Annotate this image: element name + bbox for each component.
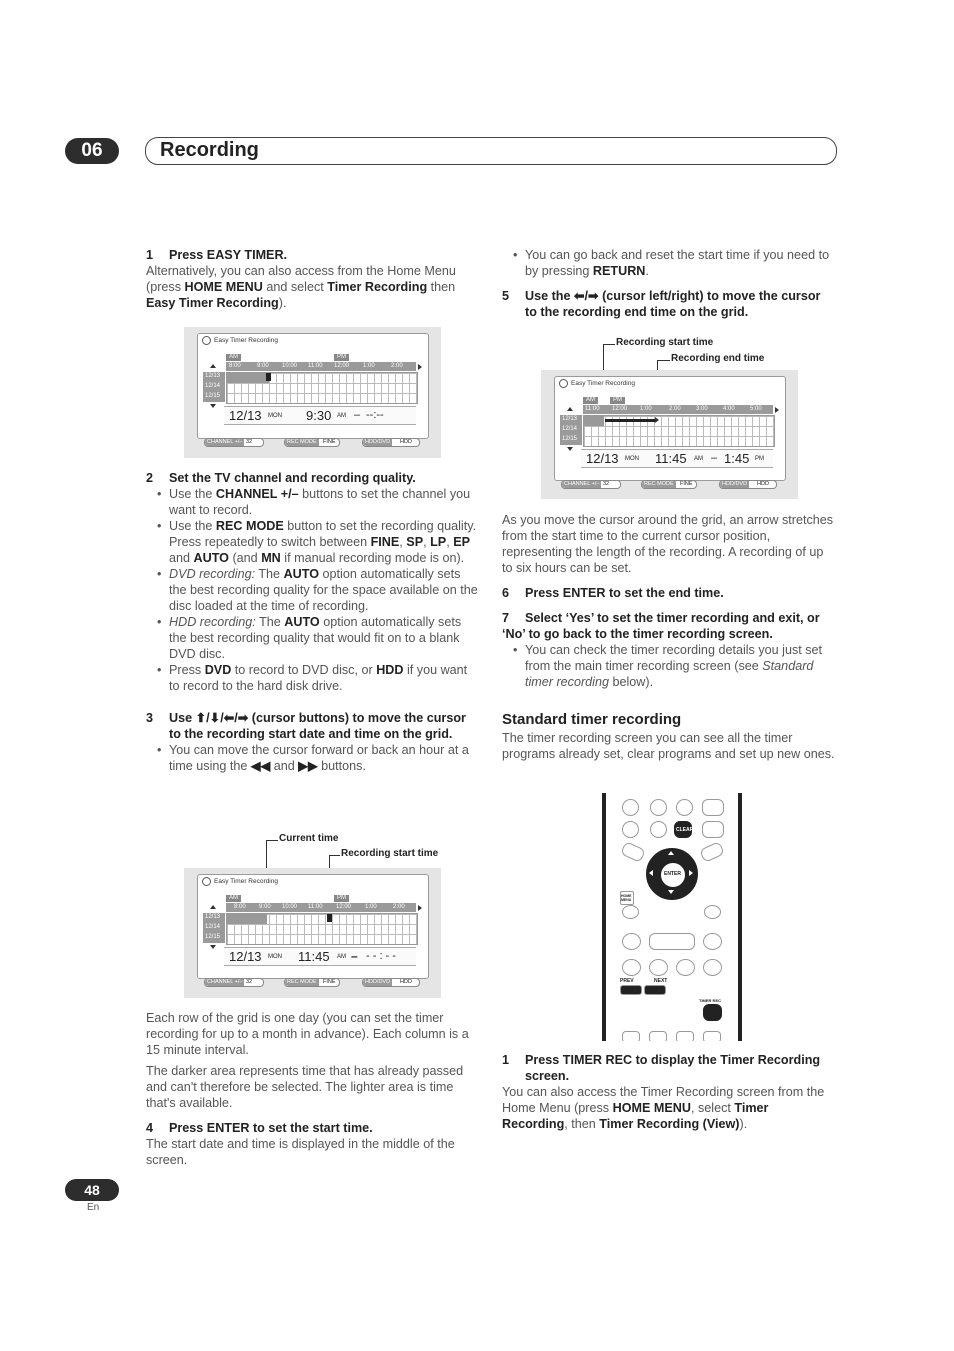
time-header: 8:00 9:00 10:00 11:00 12:00 1:00 2:00 — [226, 362, 416, 371]
remote-button — [703, 933, 722, 950]
section-title: Standard timer recording — [502, 711, 682, 728]
section-body: The timer recording screen you can see all the timer programs already set, clear programs and set up new ones. — [502, 731, 835, 761]
callout-recording-start: Recording start time — [616, 337, 714, 348]
timer-rec-step-1-body: You can also access the Timer Recording screen from the Home Menu (press HOME MENU, select Timer Recording, then Timer Recording (View)). — [502, 1085, 825, 1131]
screen-figure-2 — [184, 868, 441, 998]
cursor-right-icon — [689, 870, 693, 876]
remote-button — [702, 821, 724, 838]
remote-button — [703, 1031, 721, 1041]
recording-length-arrow — [605, 419, 655, 422]
arrow-head-icon — [655, 417, 659, 423]
step-1-heading: 1 Press EASY TIMER. — [146, 248, 288, 262]
clear-button: CLEAR — [674, 821, 692, 838]
step-1-body: Alternatively, you can also access from the Home Menu (press HOME MENU and select Timer Recording then Easy Timer Recording). — [146, 264, 456, 310]
remote-button — [702, 799, 724, 816]
step-6-heading: 6 Press ENTER to set the end time. — [502, 586, 724, 600]
scroll-up-icon — [567, 407, 573, 411]
remote-button — [622, 959, 641, 976]
time-readout: 12/13 MON 9:30 AM – --:-- — [224, 406, 416, 425]
channel-indicator: CHANNEL +/– 32 — [204, 978, 264, 987]
callout-current-time: Current time — [279, 833, 339, 844]
return-bullet: • You can go back and reset the start time if you need to by pressing RETURN. — [502, 247, 835, 279]
remote-button — [622, 905, 639, 919]
remote-button — [649, 959, 668, 976]
cursor-explanation: As you move the cursor around the grid, an arrow stretches from the start time to the current cursor position, representing the length of the recording. A recording of up to six hours can be set. — [502, 513, 834, 575]
right-column-middle — [502, 512, 835, 762]
channel-indicator: CHANNEL +/– 32 — [204, 438, 264, 447]
scroll-right-icon — [775, 407, 779, 413]
past-time-area — [227, 914, 267, 924]
step-2-bullet-4: • HDD recording: The AUTO option automatically sets the best recording quality that would fit on to a blank DVD disc. — [146, 614, 478, 662]
past-time-area — [227, 373, 269, 383]
scroll-down-icon — [210, 945, 216, 949]
scroll-down-icon — [567, 447, 573, 451]
scroll-up-icon — [210, 905, 216, 909]
prev-label: PREV — [620, 978, 634, 984]
remote-button — [622, 1031, 640, 1041]
rec-mode-indicator: REC MODE FINE — [284, 978, 340, 987]
remote-button — [650, 821, 667, 838]
step-2-bullet-3: • DVD recording: The AUTO option automatically sets the best recording quality for the space available on the disc loaded at the time of recording. — [146, 566, 478, 614]
screen-title: Easy Timer Recording — [559, 379, 635, 388]
clock-icon — [559, 379, 568, 388]
time-header: 11:00 12:00 1:00 2:00 3:00 4:00 5:00 — [583, 405, 773, 414]
pm-label: PM — [334, 895, 349, 902]
step-3-bullet-1: • You can move the cursor forward or back an hour at a time using the ◀◀ and ▶▶ buttons. — [146, 742, 478, 774]
grid-cursor — [266, 373, 271, 381]
media-indicator: HDD/DVD HDD — [362, 978, 420, 987]
page-number: 48 — [65, 1179, 119, 1201]
channel-indicator: CHANNEL +/– 32 — [561, 480, 621, 489]
callout-line — [657, 360, 670, 361]
date-column: 12/13 12/14 12/15 — [203, 913, 225, 943]
time-readout: 12/13 MON 11:45 AM – - - : - - — [224, 947, 416, 966]
left-column-middle — [146, 470, 478, 774]
dark-area-explanation: The darker area represents time that has already passed and can't therefore be selected. The lighter area is time that's available. — [146, 1064, 464, 1110]
am-label: AM — [226, 895, 241, 902]
remote-control-illustration — [602, 793, 742, 1041]
remote-button — [622, 933, 641, 950]
remote-button — [704, 905, 721, 919]
left-column-top — [146, 247, 478, 311]
clock-icon — [202, 877, 211, 886]
remote-button — [649, 933, 695, 950]
left-column-bottom — [146, 1010, 478, 1168]
date-column: 12/13 12/14 12/15 — [203, 372, 225, 402]
step-2-bullet-2: • Use the REC MODE button to set the recording quality. Press repeatedly to switch between FINE, SP, LP, EP and AUTO (and MN if manual recording mode is on). — [146, 518, 478, 566]
step-4-body: The start date and time is displayed in the middle of the screen. — [146, 1137, 455, 1167]
grid-explanation: Each row of the grid is one day (you can set the timer recording for up to a month in advance). Each column is a 15 minute interval. — [146, 1011, 469, 1057]
chapter-number: 06 — [65, 138, 119, 164]
cursor-left-icon — [649, 870, 653, 876]
cursor-down-icon — [668, 890, 674, 894]
scroll-right-icon — [418, 364, 422, 370]
time-readout: 12/13 MON 11:45 AM – 1:45 PM — [581, 449, 773, 468]
media-indicator: HDD/DVD HDD — [719, 480, 777, 489]
scroll-up-icon — [210, 364, 216, 368]
timer-rec-step-1-heading: 1 Press TIMER REC to display the Timer Recording screen. — [502, 1053, 821, 1083]
right-column-top — [502, 247, 835, 320]
am-label: AM — [226, 354, 241, 361]
home-menu-button: HOME MENU — [620, 891, 634, 905]
timer-rec-label: TIMER REC — [699, 998, 721, 1003]
timer-rec-button — [703, 1004, 722, 1021]
am-label: AM — [583, 397, 598, 404]
remote-button — [622, 821, 639, 838]
remote-button — [699, 841, 725, 863]
past-time-area — [584, 416, 604, 426]
step-7-heading: 7 Select ‘Yes’ to set the timer recording and exit, or ‘No’ to go back to the timer recording screen. — [502, 611, 820, 641]
remote-button — [676, 1031, 694, 1041]
scroll-down-icon — [210, 404, 216, 408]
callout-recording-end: Recording end time — [671, 353, 765, 364]
language-code: En — [87, 1202, 100, 1213]
step-4-heading: 4 Press ENTER to set the start time. — [146, 1121, 373, 1135]
step-7-bullet-1: • You can check the timer recording details you just set from the main timer recording screen (see Standard timer recording below). — [502, 642, 835, 690]
screen-figure-1 — [184, 327, 441, 458]
timer-grid — [226, 372, 418, 404]
remote-button — [650, 799, 667, 816]
date-column: 12/13 12/14 12/15 — [560, 415, 582, 445]
cursor-up-icon — [668, 851, 674, 855]
next-button — [644, 985, 666, 995]
callout-line — [603, 344, 615, 345]
rec-mode-indicator: REC MODE FINE — [641, 480, 697, 489]
step-2-heading: 2 Set the TV channel and recording quality. — [146, 471, 416, 485]
step-2-bullet-5: • Press DVD to record to DVD disc, or HDD if you want to record to the hard disk drive. — [146, 662, 478, 694]
step-5-heading: 5 Use the ⬅/➡ (cursor left/right) to move the cursor to the recording end time on the grid. — [502, 289, 821, 319]
callout-recording-start: Recording start time — [341, 848, 439, 859]
remote-button — [676, 959, 695, 976]
timer-grid — [226, 913, 418, 945]
enter-button: ENTER — [659, 861, 687, 889]
step-3-heading: 3 Use ⬆/⬇/⬅/➡ (cursor buttons) to move the cursor to the recording start date and time on the grid. — [146, 711, 466, 741]
rec-mode-indicator: REC MODE FINE — [284, 438, 340, 447]
clock-icon — [202, 336, 211, 345]
grid-cursor — [327, 914, 332, 922]
pm-label: PM — [334, 354, 349, 361]
callout-line — [329, 855, 340, 856]
screen-title: Easy Timer Recording — [202, 877, 278, 886]
screen-title: Easy Timer Recording — [202, 336, 278, 345]
remote-button — [620, 841, 646, 863]
time-header: 8:00 9:00 10:00 11:00 12:00 1:00 2:00 — [226, 903, 416, 912]
remote-button — [622, 799, 639, 816]
scroll-right-icon — [418, 905, 422, 911]
prev-button — [620, 985, 642, 995]
right-column-bottom — [502, 1052, 835, 1132]
remote-button — [676, 799, 693, 816]
pm-label: PM — [610, 397, 625, 404]
remote-button — [703, 959, 722, 976]
callout-line — [266, 840, 278, 841]
media-indicator: HDD/DVD HDD — [362, 438, 420, 447]
screen-figure-3 — [541, 370, 798, 499]
step-2-bullet-1: • Use the CHANNEL +/– buttons to set the channel you want to record. — [146, 486, 478, 518]
chapter-title: Recording — [160, 139, 259, 161]
next-label: NEXT — [654, 978, 668, 984]
remote-button — [649, 1031, 667, 1041]
